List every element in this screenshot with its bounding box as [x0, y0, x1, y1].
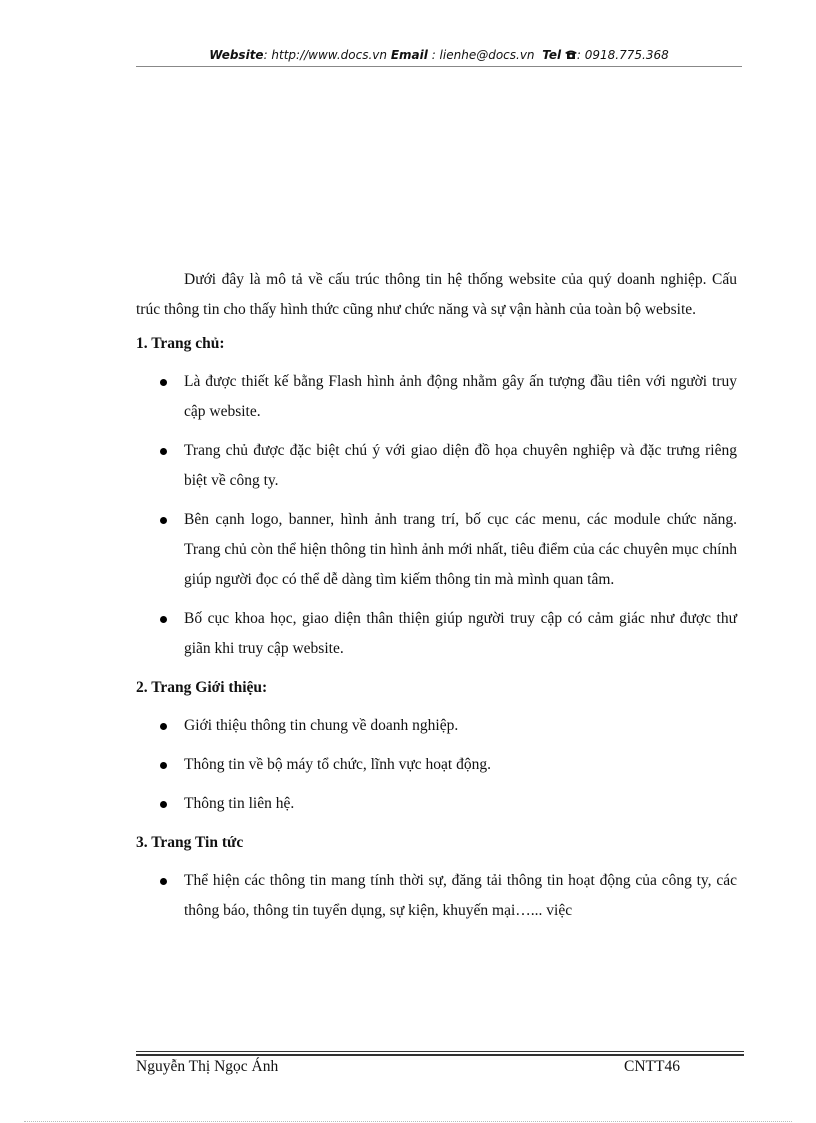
footer-author: Nguyễn Thị Ngọc Ánh [136, 1058, 279, 1075]
bullet-icon [160, 517, 167, 524]
list-item: Thông tin liên hệ. [136, 789, 737, 819]
section-heading-about: 2. Trang Giới thiệu: [136, 679, 268, 696]
website-value: : http://www.docs.vn [263, 48, 388, 62]
tel-label: Tel [542, 48, 562, 62]
news-bullet-list [136, 866, 737, 926]
bullet-icon [160, 379, 167, 386]
bullet-icon [160, 762, 167, 769]
email-value: : lienhe@docs.vn [431, 48, 535, 62]
list-item: Trang chủ được đặc biệt chú ý với giao diện đồ họa chuyên nghiệp và đặc trưng riêng biệt về công ty. [136, 436, 737, 496]
section-heading-news: 3. Trang Tin tức [136, 834, 244, 851]
list-item: Là được thiết kế bằng Flash hình ảnh động nhằm gây ấn tượng đầu tiên với người truy cập website. [136, 367, 737, 427]
list-item: Thông tin về bộ máy tổ chức, lĩnh vực hoạt động. [136, 750, 737, 780]
footer-class: CNTT46 [624, 1058, 680, 1075]
footer-rule [136, 1051, 744, 1052]
list-item: Thể hiện các thông tin mang tính thời sự, đăng tải thông tin hoạt động của công ty, các thông báo, thông tin tuyển dụng, sự kiện, khuyến mại…... việc [136, 866, 737, 926]
bullet-icon [160, 723, 167, 730]
telephone-icon [565, 48, 577, 62]
bullet-icon [160, 801, 167, 808]
bullet-icon [160, 448, 167, 455]
page-header [136, 48, 742, 62]
bullet-icon [160, 878, 167, 885]
document-body [136, 265, 737, 935]
bullet-icon [160, 616, 167, 623]
intro-paragraph: Dưới đây là mô tả về cấu trúc thông tin hệ thống website của quý doanh nghiệp. Cấu trúc thông tin cho thấy hình thức cũng như chức năng và sự vận hành của toàn bộ website. [136, 271, 737, 318]
list-item: Bố cục khoa học, giao diện thân thiện giúp người truy cập có cảm giác như được thư giãn khi truy cập website. [136, 604, 737, 664]
about-bullet-list [136, 711, 737, 819]
list-item: Bên cạnh logo, banner, hình ảnh trang trí, bố cục các menu, các module chức năng. Trang chủ còn thể hiện thông tin hình ảnh mới nhất, tiêu điểm của các chuyên mục chính giúp người đọc có thể dễ dàng tìm kiếm thông tin mà mình quan tâm. [136, 505, 737, 595]
page-edge [24, 1121, 792, 1122]
email-label: Email [390, 48, 428, 62]
tel-value: : 0918.775.368 [576, 48, 669, 62]
section-heading-home: 1. Trang chủ: [136, 335, 225, 352]
header-rule [136, 66, 742, 67]
home-bullet-list [136, 367, 737, 664]
footer-rule-thick [136, 1054, 744, 1056]
website-label: Website [209, 48, 264, 62]
list-item: Giới thiệu thông tin chung về doanh nghiệp. [136, 711, 737, 741]
